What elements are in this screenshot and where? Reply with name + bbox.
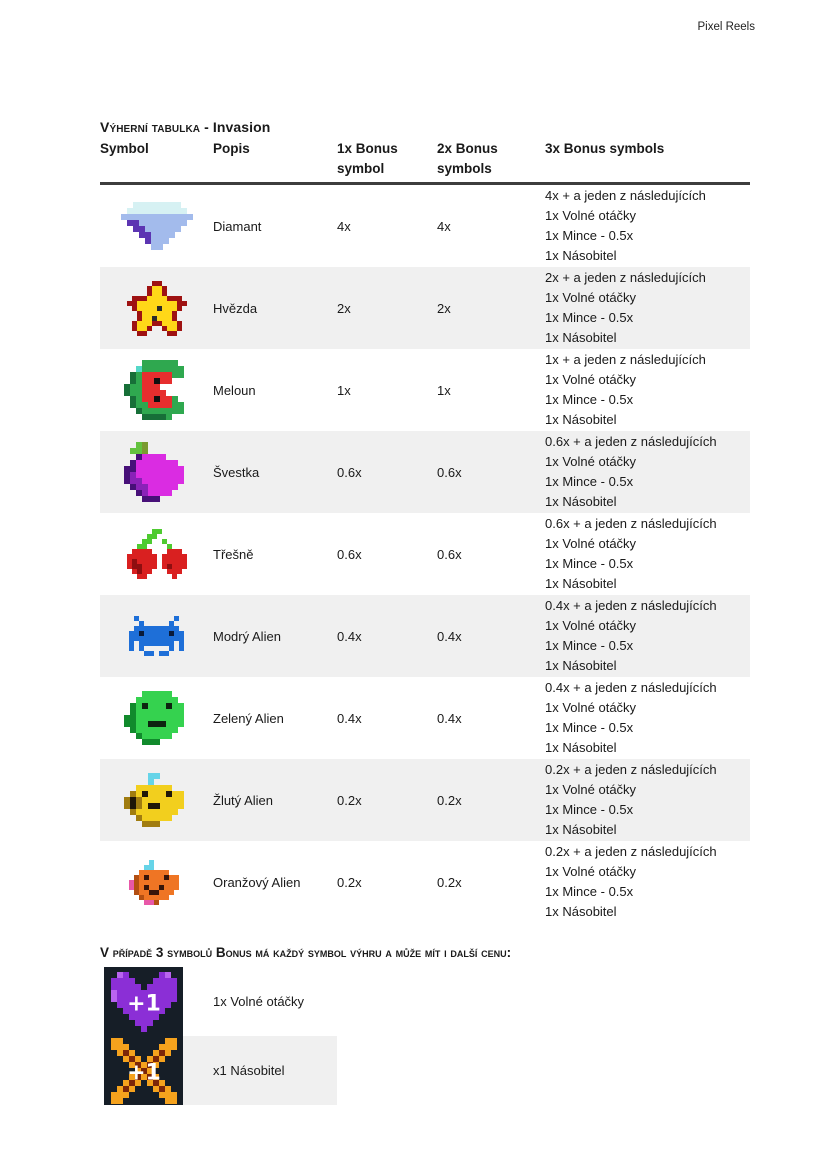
- paytable-body: [100, 185, 750, 923]
- column-header-1x-bonus: 1x Bonus symbol: [337, 141, 398, 176]
- bonus3-cell: [545, 678, 750, 759]
- paytable-title: [100, 119, 750, 135]
- plum-icon: [124, 442, 190, 502]
- popis-cell: Třešně: [213, 546, 254, 562]
- page-content: [100, 119, 750, 1105]
- bonus1-cell: 0.6x: [337, 546, 362, 562]
- diamond-icon: [121, 202, 193, 250]
- symbol-cell: [100, 773, 213, 827]
- table-row: [100, 595, 750, 677]
- table-header-row: [100, 139, 750, 185]
- symbol-cell: [100, 281, 213, 336]
- popis-cell: Oranžový Alien: [213, 874, 301, 890]
- symbol-cell: [100, 442, 213, 502]
- bonus3-line: 1x Násobitel: [545, 248, 617, 264]
- table-row: [100, 677, 750, 759]
- symbol-cell: [100, 616, 213, 656]
- bonus3-line: 1x Volné otáčky: [545, 699, 637, 715]
- bonus2-cell: 0.2x: [437, 792, 462, 808]
- bonus2-cell: 0.6x: [437, 546, 462, 562]
- bonus3-line: 1x Mince - 0.5x: [545, 228, 634, 244]
- bonus2-cell: 2x: [437, 300, 451, 316]
- bonus-icon-cell: [104, 1036, 183, 1105]
- bonus3-cell: [545, 760, 750, 841]
- bonus3-cell: [545, 268, 750, 349]
- green-alien-icon: [124, 691, 190, 745]
- popis-cell: Švestka: [213, 464, 260, 480]
- table-row: [100, 267, 750, 349]
- bonus-table: [104, 967, 750, 1105]
- bonus1-cell: 2x: [337, 300, 351, 316]
- bonus3-line: 1x Volné otáčky: [545, 371, 637, 387]
- column-header-3x-bonus: 3x Bonus symbols: [545, 141, 665, 156]
- bonus3-line: 1x Násobitel: [545, 740, 617, 756]
- symbol-cell: [100, 360, 213, 420]
- bonus3-line: 1x Násobitel: [545, 412, 617, 428]
- popis-cell: Hvězda: [213, 300, 258, 316]
- page-header-title: Pixel Reels: [697, 21, 755, 33]
- bonus3-line: 1x Mince - 0.5x: [545, 310, 634, 326]
- bonus2-cell: 0.4x: [437, 628, 462, 644]
- bonus3-line: 0.4x + a jeden z následujících: [545, 679, 717, 695]
- bonus3-line: 4x + a jeden z následujících: [545, 187, 706, 203]
- bonus-row: [104, 967, 750, 1036]
- bonus3-line: 1x Mince - 0.5x: [545, 474, 634, 490]
- paytable-title-suffix: - Invasion: [204, 119, 271, 135]
- table-row: [100, 513, 750, 595]
- bonus3-line: 2x + a jeden z následujících: [545, 269, 706, 285]
- blue-alien-icon: [129, 616, 184, 656]
- bonus1-cell: 0.4x: [337, 710, 362, 726]
- bonus3-cell: [545, 186, 750, 267]
- bonus3-cell: [545, 842, 750, 923]
- bonus1-cell: 0.2x: [337, 874, 362, 890]
- bonus3-cell: [545, 432, 750, 513]
- table-row: [100, 841, 750, 923]
- column-header-symbol: Symbol: [100, 141, 149, 156]
- bonus-label: x1 Násobitel: [183, 1036, 337, 1105]
- paytable-title-name: Výherní tabulka: [100, 119, 201, 135]
- bonus1-cell: 0.4x: [337, 628, 362, 644]
- bonus3-line: 1x Mince - 0.5x: [545, 802, 634, 818]
- bonus3-line: 0.4x + a jeden z následujících: [545, 597, 717, 613]
- popis-cell: Zelený Alien: [213, 710, 284, 726]
- bonus3-line: 1x Násobitel: [545, 330, 617, 346]
- bonus2-cell: 0.4x: [437, 710, 462, 726]
- bonus3-line: 0.2x + a jeden z následujících: [545, 761, 717, 777]
- bonus3-line: 0.6x + a jeden z následujících: [545, 515, 717, 531]
- cherries-icon: [127, 529, 187, 579]
- yellow-alien-icon: [124, 773, 190, 827]
- bonus1-cell: 0.6x: [337, 464, 362, 480]
- bonus3-line: 1x Násobitel: [545, 494, 617, 510]
- bonus3-line: 0.6x + a jeden z následujících: [545, 433, 717, 449]
- bonus-label: 1x Volné otáčky: [213, 994, 305, 1010]
- bonus3-cell: [545, 514, 750, 595]
- bonus1-cell: 4x: [337, 218, 351, 234]
- symbol-cell: [100, 202, 213, 250]
- watermelon-icon: [124, 360, 190, 420]
- bonus2-cell: 1x: [437, 382, 451, 398]
- bonus3-cell: [545, 350, 750, 431]
- bonus3-line: 1x Volné otáčky: [545, 453, 637, 469]
- orange-alien-icon: [129, 860, 184, 905]
- bonus2-cell: 0.2x: [437, 874, 462, 890]
- symbol-cell: [100, 691, 213, 745]
- bonus1-cell: 0.2x: [337, 792, 362, 808]
- column-header-popis: Popis: [213, 141, 250, 156]
- table-row: [100, 759, 750, 841]
- table-row: [100, 185, 750, 267]
- bonus3-line: 1x Volné otáčky: [545, 863, 637, 879]
- svg-text:+1: +1: [126, 991, 161, 1017]
- bonus3-line: 1x Mince - 0.5x: [545, 720, 634, 736]
- heart-plus-one-icon: [111, 972, 177, 1032]
- x-plus-one-icon: [111, 1038, 177, 1104]
- bonus3-line: 0.2x + a jeden z následujících: [545, 843, 717, 859]
- svg-text:+1: +1: [126, 1060, 161, 1086]
- bonus2-cell: 4x: [437, 218, 451, 234]
- bonus3-line: 1x Volné otáčky: [545, 289, 637, 305]
- bonus3-cell: [545, 596, 750, 677]
- table-row: [100, 431, 750, 513]
- symbol-cell: [100, 529, 213, 579]
- table-row: [100, 349, 750, 431]
- bonus3-line: 1x Volné otáčky: [545, 207, 637, 223]
- bonus3-line: 1x Násobitel: [545, 658, 617, 674]
- symbol-cell: [100, 860, 213, 905]
- bonus1-cell: 1x: [337, 382, 351, 398]
- bonus3-line: 1x Mince - 0.5x: [545, 884, 634, 900]
- bonus3-line: 1x Mince - 0.5x: [545, 638, 634, 654]
- popis-cell: Meloun: [213, 382, 256, 398]
- bonus3-line: 1x Mince - 0.5x: [545, 392, 634, 408]
- bonus-row: [104, 1036, 750, 1105]
- bonus3-line: 1x Mince - 0.5x: [545, 556, 634, 572]
- bonus-icon-cell: [104, 967, 183, 1036]
- bonus-section-heading: V případě 3 symbolů Bonus má každý symbol výhru a může mít i další cenu:: [100, 945, 512, 961]
- bonus3-line: 1x Násobitel: [545, 822, 617, 838]
- bonus2-cell: 0.6x: [437, 464, 462, 480]
- bonus3-line: 1x Násobitel: [545, 576, 617, 592]
- star-icon: [127, 281, 187, 336]
- bonus3-line: 1x Volné otáčky: [545, 617, 637, 633]
- bonus3-line: 1x + a jeden z následujících: [545, 351, 706, 367]
- popis-cell: Žlutý Alien: [213, 792, 273, 808]
- column-header-2x-bonus: 2x Bonus symbols: [437, 141, 498, 176]
- popis-cell: Diamant: [213, 218, 262, 234]
- bonus3-line: 1x Volné otáčky: [545, 535, 637, 551]
- popis-cell: Modrý Alien: [213, 628, 281, 644]
- bonus3-line: 1x Volné otáčky: [545, 781, 637, 797]
- bonus3-line: 1x Násobitel: [545, 904, 617, 920]
